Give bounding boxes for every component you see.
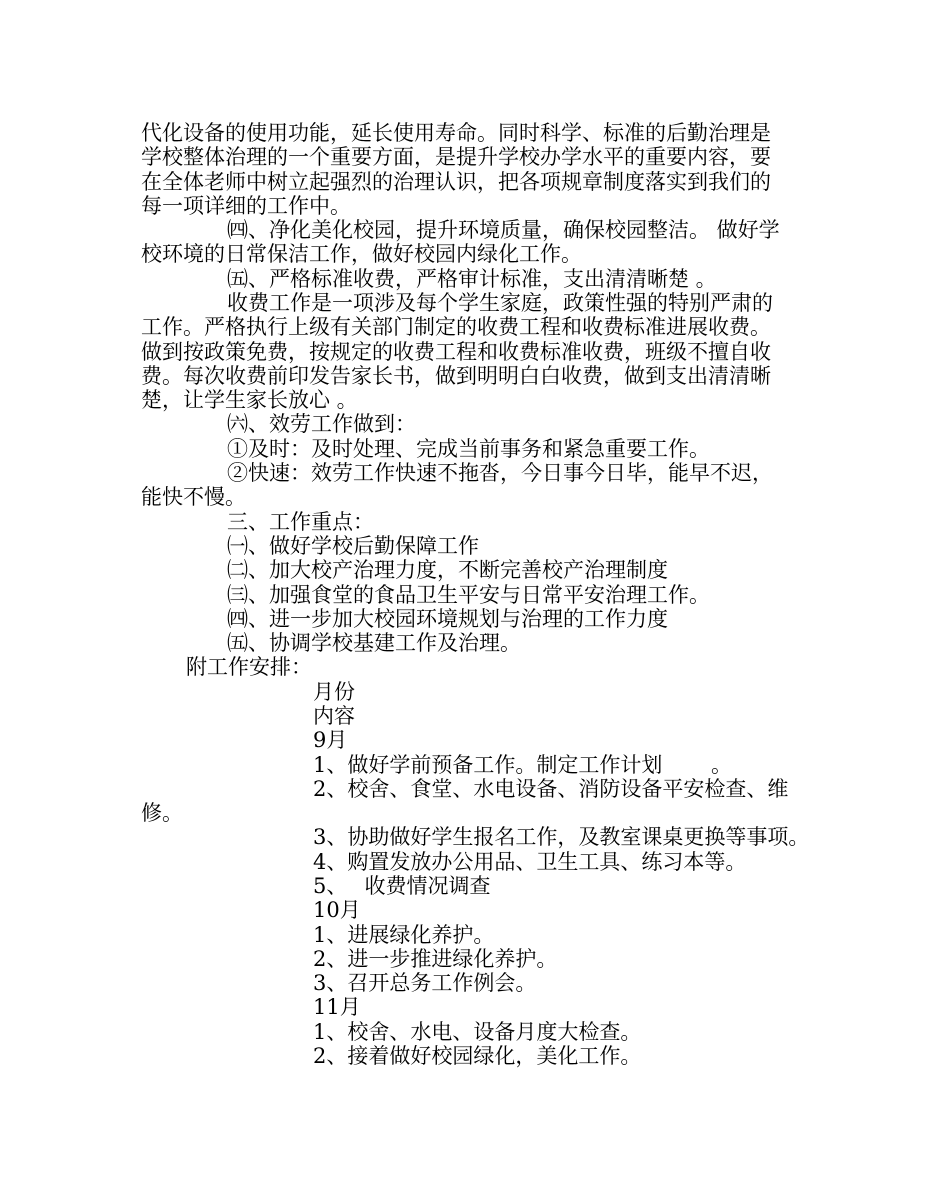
text-line: 1、做好学前预备工作。制定工作计划 。 [313, 753, 733, 777]
month-label: 11月 [313, 995, 361, 1019]
month-label: 9月 [313, 728, 348, 752]
text-line: 工作。严格执行上级有关部门制定的收费工程和收费标准进展收费。 [141, 315, 771, 339]
text-line: ㈢、加强食堂的食品卫生平安与日常平安治理工作。 [227, 583, 710, 607]
text-line: 校环境的日常保洁工作，做好校园内绿化工作。 [141, 242, 582, 266]
text-line: 5、 收费情况调查 [313, 874, 491, 898]
text-line: 收费工作是一项涉及每个学生家庭，政策性强的特别严肃的 [227, 291, 773, 315]
text-line: 每一项详细的工作中。 [141, 194, 351, 218]
table-header: 月份 [313, 680, 355, 704]
text-line: 学校整体治理的一个重要方面，是提升学校办学水平的重要内容，要 [141, 145, 771, 169]
text-line: 2、接着做好校园绿化，美化工作。 [313, 1044, 642, 1068]
text-line: ①及时：及时处理、完成当前事务和紧急重要工作。 [227, 437, 710, 461]
text-line: ㈥、效劳工作做到： [227, 412, 416, 436]
section-heading: 附工作安排： [186, 655, 312, 679]
text-line: 代化设备的使用功能，延长使用寿命。同时科学、标准的后勤治理是 [141, 121, 771, 145]
text-line: 3、协助做好学生报名工作，及教室课桌更换等事项。 [313, 825, 810, 849]
text-line: ㈣、进一步加大校园环境规划与治理的工作力度 [227, 607, 668, 631]
text-line: ㈤、严格标准收费，严格审计标准，支出清清晰楚 。 [227, 267, 717, 291]
text-line: 2、进一步推进绿化养护。 [313, 947, 558, 971]
text-line: 2、校舍、食堂、水电设备、消防设备平安检查、维 [313, 777, 789, 801]
text-line: ㈣、净化美化校园，提升环境质量，确保校园整洁。 做好学 [227, 218, 780, 242]
table-header: 内容 [313, 704, 355, 728]
text-line: ②快速：效劳工作快速不拖沓，今日事今日毕，能早不迟， [227, 461, 773, 485]
text-line: 修。 [141, 801, 183, 825]
text-line: ㈤、协调学校基建工作及治理。 [227, 631, 521, 655]
text-line: 3、召开总务工作例会。 [313, 971, 537, 995]
text-line: 1、进展绿化养护。 [313, 923, 495, 947]
text-line: 楚，让学生家长放心 。 [141, 388, 358, 412]
text-line: 1、校舍、水电、设备月度大检查。 [313, 1020, 642, 1044]
text-line: 做到按政策免费，按规定的收费工程和收费标准收费，班级不擅自收 [141, 340, 771, 364]
text-line: 能快不慢。 [141, 485, 246, 509]
text-line: 费。每次收费前印发告家长书，做到明明白白收费，做到支出清清晰 [141, 364, 771, 388]
text-line: ㈠、做好学校后勤保障工作 [227, 534, 479, 558]
text-line: 4、购置发放办公用品、卫生工具、练习本等。 [313, 850, 747, 874]
section-heading: 三、工作重点： [227, 510, 374, 534]
text-line: ㈡、加大校产治理力度，不断完善校产治理制度 [227, 558, 668, 582]
text-line: 在全体老师中树立起强烈的治理认识，把各项规章制度落实到我们的 [141, 170, 771, 194]
month-label: 10月 [313, 898, 361, 922]
